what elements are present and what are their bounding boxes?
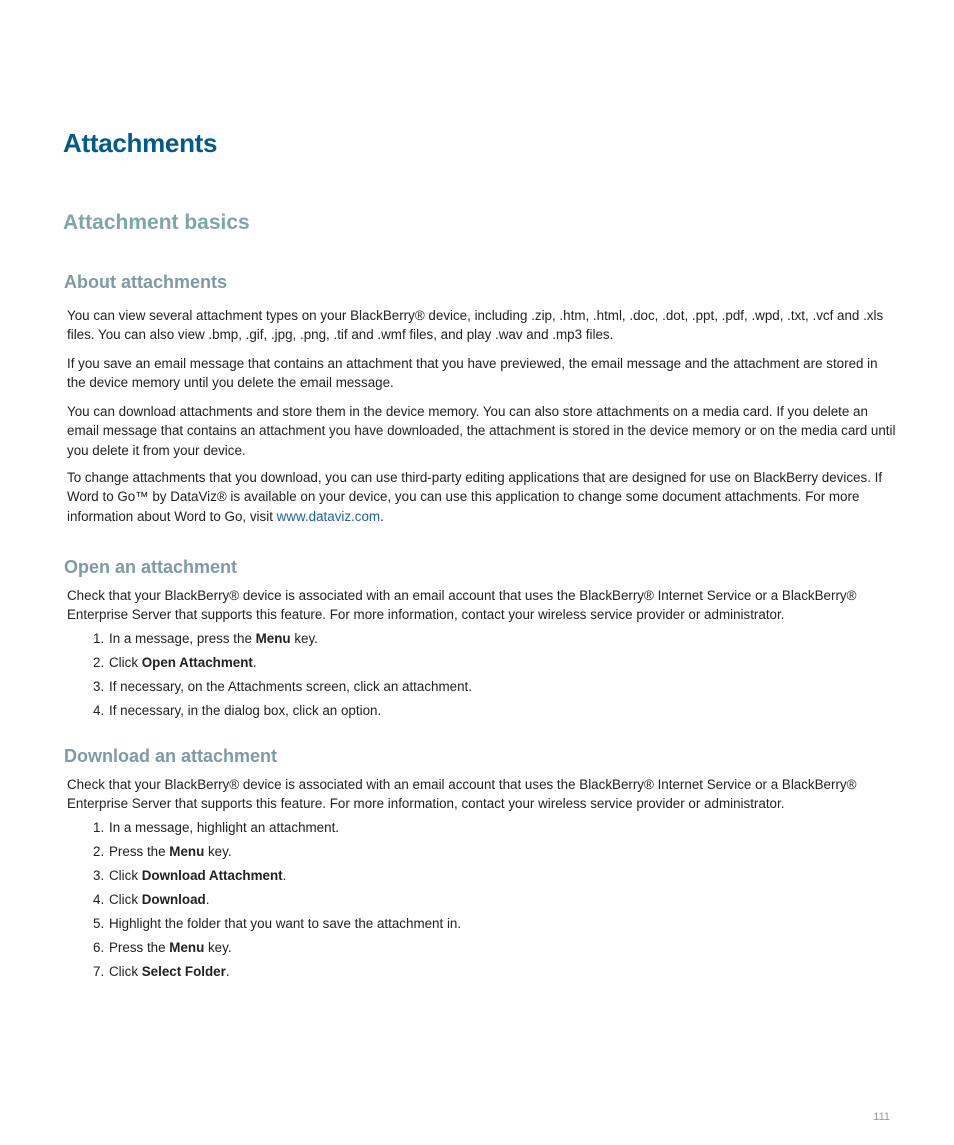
step-text-pre: Click — [109, 655, 142, 670]
step-text-bold: Menu — [169, 844, 205, 859]
step-text — [109, 653, 257, 677]
step-text — [109, 914, 461, 938]
step-text-post: . — [252, 655, 257, 670]
step-text — [109, 866, 286, 890]
step-text-bold: Download Attachment — [141, 868, 283, 883]
step-number: 3. — [93, 679, 105, 694]
step-item — [67, 962, 887, 986]
download-intro: Check that your BlackBerry® device is associated with an email account that uses the BlackBerry® Internet Service or a BlackBerry® Enterprise Server that supports this feature. For more information, contact your wireless service provider or administrator. — [67, 777, 857, 812]
about-paragraph-4 — [67, 468, 897, 526]
step-text-pre: If necessary, in the dialog box, click an option. — [109, 703, 382, 718]
step-number: 3. — [93, 868, 105, 883]
step-text-pre: Press the — [109, 844, 170, 859]
section-title: Attachment basics — [63, 211, 250, 234]
step-text-pre: Click — [109, 868, 142, 883]
step-text-pre: Highlight the folder that you want to save the attachment in. — [109, 916, 462, 931]
step-number: 6. — [93, 940, 105, 955]
step-item — [67, 914, 887, 938]
step-number: 1. — [93, 820, 105, 835]
step-text-post: key. — [204, 844, 232, 859]
step-text-post: . — [205, 892, 210, 907]
step-text-post: key. — [290, 631, 318, 646]
step-text — [109, 818, 339, 842]
step-number: 7. — [93, 964, 105, 979]
step-text-post: . — [282, 868, 287, 883]
step-text-bold: Menu — [169, 940, 205, 955]
step-text-pre: Click — [109, 964, 142, 979]
step-text-bold: Open Attachment — [141, 655, 253, 670]
open-heading: Open an attachment — [64, 557, 238, 577]
step-text — [109, 842, 232, 866]
step-text — [109, 701, 381, 725]
step-text-post: key. — [204, 940, 232, 955]
about-heading: About attachments — [64, 272, 228, 292]
step-item — [67, 701, 887, 725]
step-text-post: . — [225, 964, 230, 979]
step-number: 4. — [93, 703, 105, 718]
step-item — [67, 653, 887, 677]
step-item — [67, 866, 887, 890]
step-text — [109, 938, 232, 962]
step-text-bold: Menu — [255, 631, 291, 646]
step-text-pre: Press the — [109, 940, 170, 955]
about-paragraph-3: You can download attachments and store them in the device memory. You can also store attachments on a media card. If you delete an email message that contains an attachment you have downloaded, the attachment is stored in the device memory or on the media card until you delete it from your device. — [67, 404, 896, 458]
open-steps-list — [67, 629, 887, 725]
step-text-bold: Select Folder — [141, 964, 226, 979]
step-text-bold: Download — [141, 892, 206, 907]
about-paragraph-4-end: . — [380, 508, 384, 524]
step-item — [67, 677, 887, 701]
dataviz-link[interactable]: www.dataviz.com — [276, 508, 381, 524]
step-item — [67, 818, 887, 842]
step-number: 2. — [93, 844, 105, 859]
download-steps-list — [67, 818, 887, 986]
step-text — [109, 962, 230, 986]
step-number: 4. — [93, 892, 105, 907]
page-number: 111 — [873, 1111, 890, 1123]
step-item — [67, 842, 887, 866]
step-text-pre: In a message, press the — [109, 631, 256, 646]
step-text-pre: If necessary, on the Attachments screen, click an attachment. — [109, 679, 472, 694]
about-paragraph-2: If you save an email message that contains an attachment that you have previewed, the email message and the attachment are stored in the device memory until you delete the email message. — [67, 356, 878, 391]
step-number: 1. — [93, 631, 105, 646]
step-text — [109, 890, 209, 914]
step-item — [67, 629, 887, 653]
step-text-pre: Click — [109, 892, 142, 907]
step-text — [109, 629, 318, 653]
about-paragraph-4-text: To change attachments that you download, you can use third-party editing applications that are designed for use on BlackBerry devices. If Word to Go™ by DataViz® is available on your device, you can use this application to change some document attachments. For more information about Word to Go, visit — [67, 470, 883, 524]
step-item — [67, 938, 887, 962]
step-number: 2. — [93, 655, 105, 670]
step-text — [109, 677, 472, 701]
page-title: Attachments — [63, 128, 218, 158]
step-item — [67, 890, 887, 914]
step-text-pre: In a message, highlight an attachment. — [109, 820, 340, 835]
about-paragraph-1: You can view several attachment types on your BlackBerry® device, including .zip, .htm, .html, .doc, .dot, .ppt, .pdf, .wpd, .txt, .vcf and .xls files. You can also view .bmp, .gif, .jpg, .png, .tif and .wmf files, and play .wav and .mp3 files. — [67, 308, 884, 343]
step-number: 5. — [93, 916, 105, 931]
open-intro: Check that your BlackBerry® device is associated with an email account that uses the BlackBerry® Internet Service or a BlackBerry® Enterprise Server that supports this feature. For more information, contact your wireless service provider or administrator. — [67, 588, 857, 623]
download-heading: Download an attachment — [64, 746, 278, 766]
